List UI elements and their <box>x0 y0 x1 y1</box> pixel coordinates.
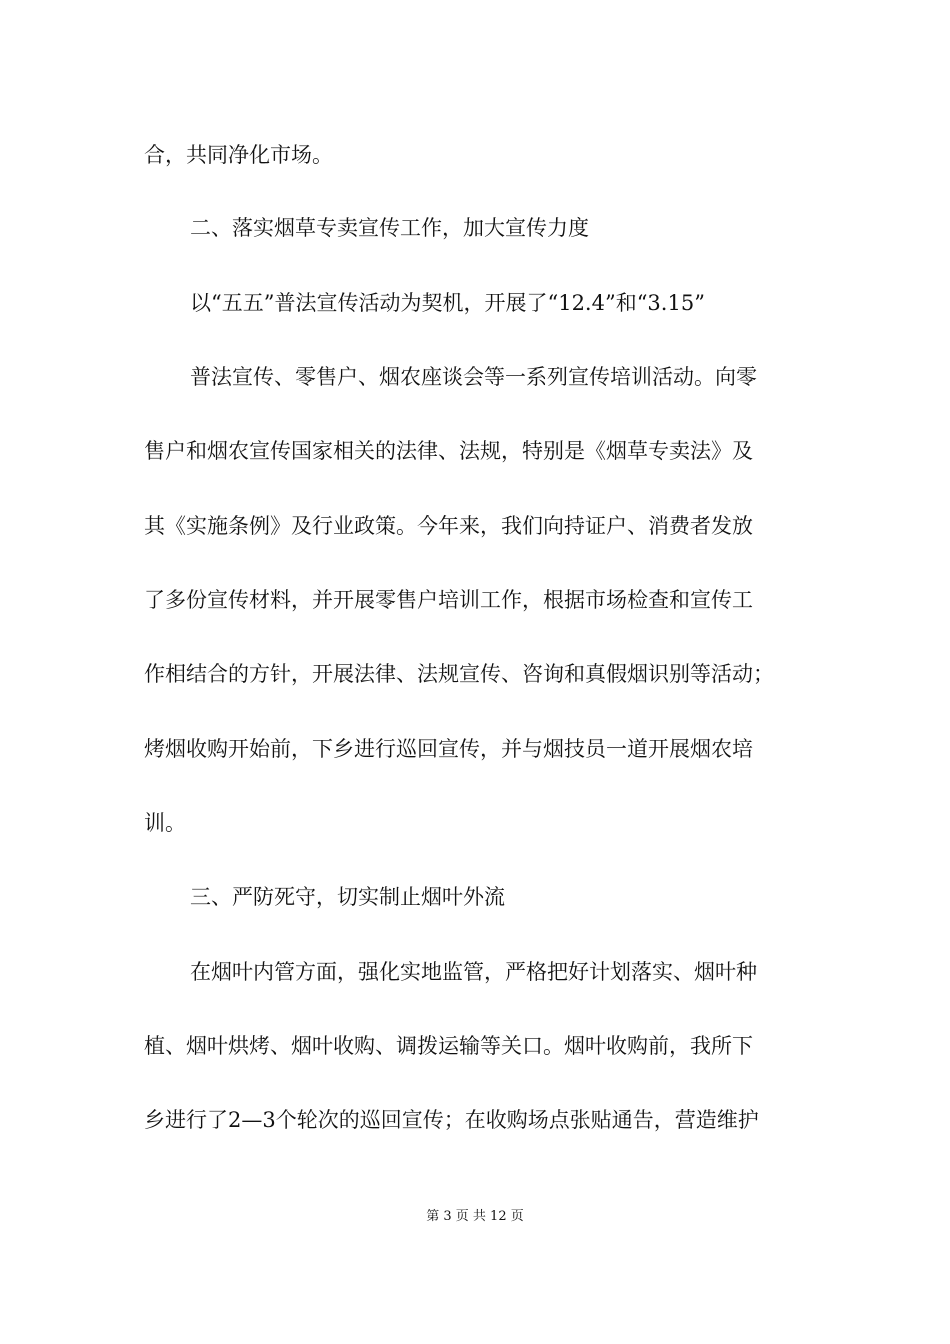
text-line-13: 植、烟叶烘烤、烟叶收购、调拨运输等关口。烟叶收购前，我所下 <box>144 1034 753 1058</box>
section-heading-2: 二、落实烟草专卖宣传工作，加大宣传力度 <box>190 216 589 240</box>
text-line-4: 普法宣传、零售户、烟农座谈会等一系列宣传培训活动。向零 <box>190 365 757 389</box>
text-line-9: 烤烟收购开始前，下乡进行巡回宣传，并与烟技员一道开展烟农培 <box>144 737 753 761</box>
text-line-14: 乡进行了2—3个轮次的巡回宣传；在收购场点张贴通告，营造维护 <box>144 1108 759 1132</box>
text-line-1: 合，共同净化市场。 <box>144 143 333 167</box>
text-line-12: 在烟叶内管方面，强化实地监管，严格把好计划落实、烟叶种 <box>190 960 757 984</box>
text-line-7: 了多份宣传材料，并开展零售户培训工作，根据市场检查和宣传工 <box>144 588 753 612</box>
section-heading-3: 三、严防死守，切实制止烟叶外流 <box>190 885 505 909</box>
text-line-8: 作相结合的方针，开展法律、法规宣传、咨询和真假烟识别等活动； <box>144 662 774 686</box>
page-footer: 第 3 页 共 12 页 <box>426 1209 524 1224</box>
text-line-10: 训。 <box>144 811 186 835</box>
text-line-6: 其《实施条例》及行业政策。今年来，我们向持证户、消费者发放 <box>144 514 753 538</box>
text-line-5: 售户和烟农宣传国家相关的法律、法规，特别是《烟草专卖法》及 <box>144 439 753 463</box>
text-line-3: 以“五五”普法宣传活动为契机，开展了“12.4”和“3.15” <box>190 291 705 315</box>
